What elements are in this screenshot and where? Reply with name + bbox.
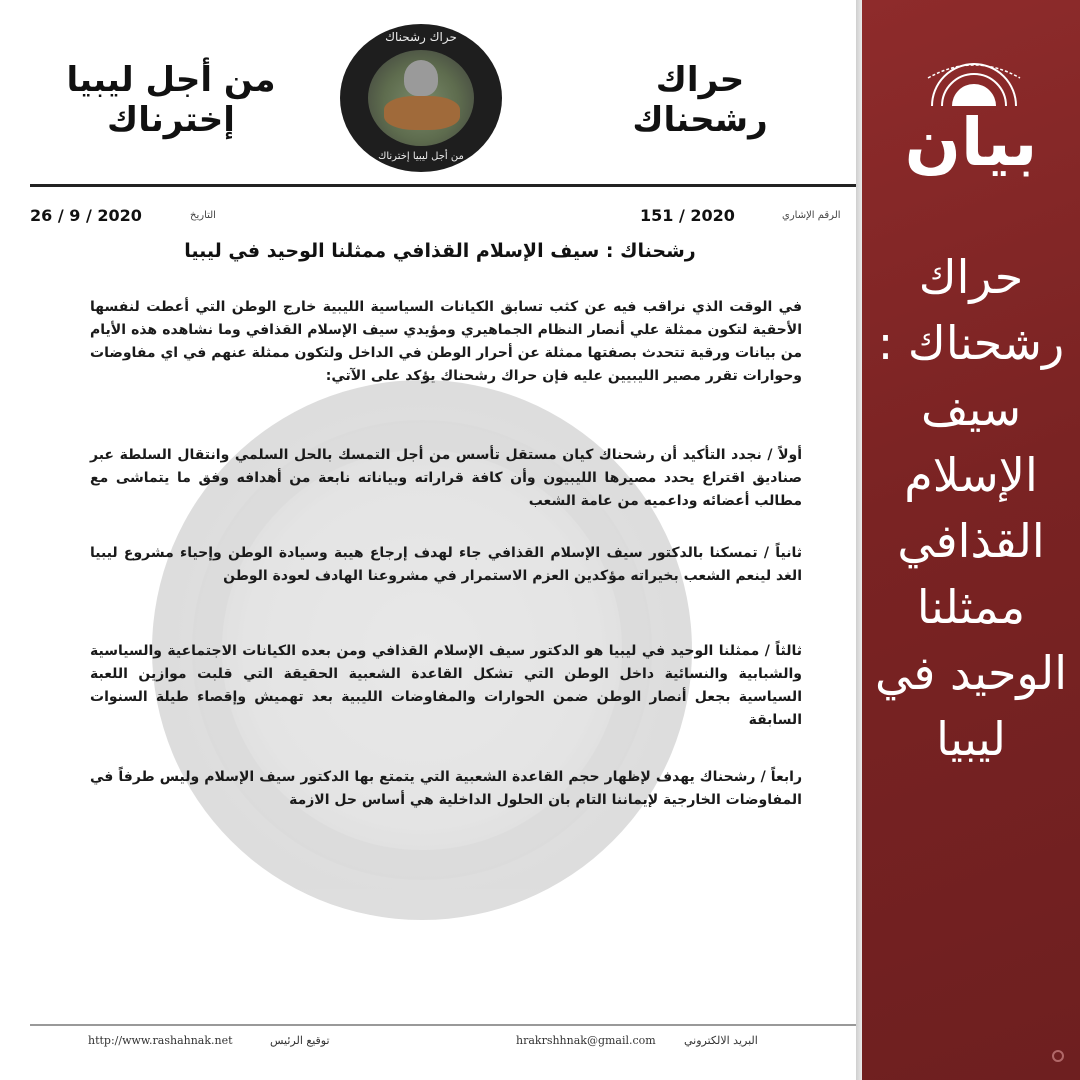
signature-label: توقيع الرئيس xyxy=(270,1034,330,1047)
email-label: البريد الالكتروني xyxy=(684,1034,758,1047)
point-paragraph xyxy=(90,444,802,513)
email-link[interactable]: hrakrshhnak@gmail.com xyxy=(516,1034,656,1047)
point-paragraph xyxy=(90,766,802,812)
point-paragraph xyxy=(90,640,802,732)
document-title: رشحناك : سيف الإسلام القذافي ممثلنا الوحيد في ليبيا xyxy=(184,240,696,262)
paragraph-text: ممثلنا الوحيد في ليبيا هو الدكتور سيف الإسلام القذافي ومن بعده الكيانات الاجتماعية والسياسية والشبابية والنسائية داخل الوطن التي تشكل القاعدة الشعبية الحقيقة التي قلبت موازين اللعبة السياسية بجعل أنصار الوطن ضمن الحوارات والمفاوضات الليبية بعد تهميش وإقصاء طيلة السنوات السابقة xyxy=(90,643,802,728)
date-label: التاريخ xyxy=(190,210,216,221)
panel-headline: حراك رشحناك : سيف الإسلام القذافي ممثلنا الوحيد في ليبيا xyxy=(875,250,1067,766)
paragraph-text: في الوقت الذي نراقب فيه عن كثب تسابق الكيانات السياسية الليبية خارج الوطن التي أعطت لنفسها الأحقية لتكون ممثلة علي أنصار النظام الجماهيري ومؤيدي سيف الإسلام القذافي وما نشاهده هذه الأيام من بيانات ورقية تتحدث بصفتها ممثلة عن أحرار الوطن في الداخل ولتكون ممثلة عنهم في اي مفاوضات وحوارات تقرر مصير الليبيين عليه فإن حراك رشحناك يؤكد على الآتي: xyxy=(90,299,802,384)
logo-text-bottom: من أجل ليبيا إخترناك xyxy=(378,151,464,162)
header-left-title: من أجل ليبيا إخترناك xyxy=(66,60,276,140)
movement-logo xyxy=(340,24,502,172)
logo-text-top: حراك رشحناك xyxy=(385,30,457,44)
paragraph-text: نجدد التأكيد أن رشحناك كيان مستقل تأسس من أجل التمسك بالحل السلمي وانتقال السلطة عبر صناديق اقتراع يحدد مصيرها الليبيون وأن كافة قراراته وبياناته نابعة من أهدافه وفق ما يتماشى مع مطالب أعضائه وداعميه من عامة الشعب xyxy=(90,447,802,509)
date-value: 26 / 9 / 2020 xyxy=(30,206,142,225)
paragraph-text: تمسكنا بالدكتور سيف الإسلام القذافي جاء لهدف إرجاع هيبة وسيادة الوطن وإحياء مشروع ليبيا الغد لينعم الشعب بخيراته مؤكدين العزم الاستمرار في مشروعنا الهادف لعودة الوطن xyxy=(90,545,802,584)
point-paragraph xyxy=(90,542,802,588)
intro-paragraph xyxy=(90,296,802,388)
point-label: رابعاً / xyxy=(760,769,803,785)
point-label: ثانياً / xyxy=(763,545,803,561)
header-right-title: حراك رشحناك xyxy=(632,60,768,140)
ref-number: 151 / 2020 xyxy=(640,206,735,225)
point-label: ثالثاً / xyxy=(764,643,803,659)
corner-mark-icon xyxy=(1052,1050,1064,1062)
ornament-icon xyxy=(918,48,1030,108)
point-label: أولاً / xyxy=(767,447,802,463)
website-link[interactable]: http://www.rashahnak.net xyxy=(88,1034,233,1047)
headline-panel xyxy=(862,0,1080,1080)
paragraph-text: رشحناك يهدف لإظهار حجم القاعدة الشعبية التي يتمتع بها الدكتور سيف الإسلام وليس طرفاً في المفاوضات الخارجية لإيماننا التام بان الحلول الداخلية هي أساس حل الازمة xyxy=(90,769,802,808)
header-divider xyxy=(30,184,856,187)
ref-label: الرقم الإشاري xyxy=(782,210,841,221)
footer-divider xyxy=(30,1024,856,1026)
banner-word: بيان xyxy=(904,104,1038,181)
